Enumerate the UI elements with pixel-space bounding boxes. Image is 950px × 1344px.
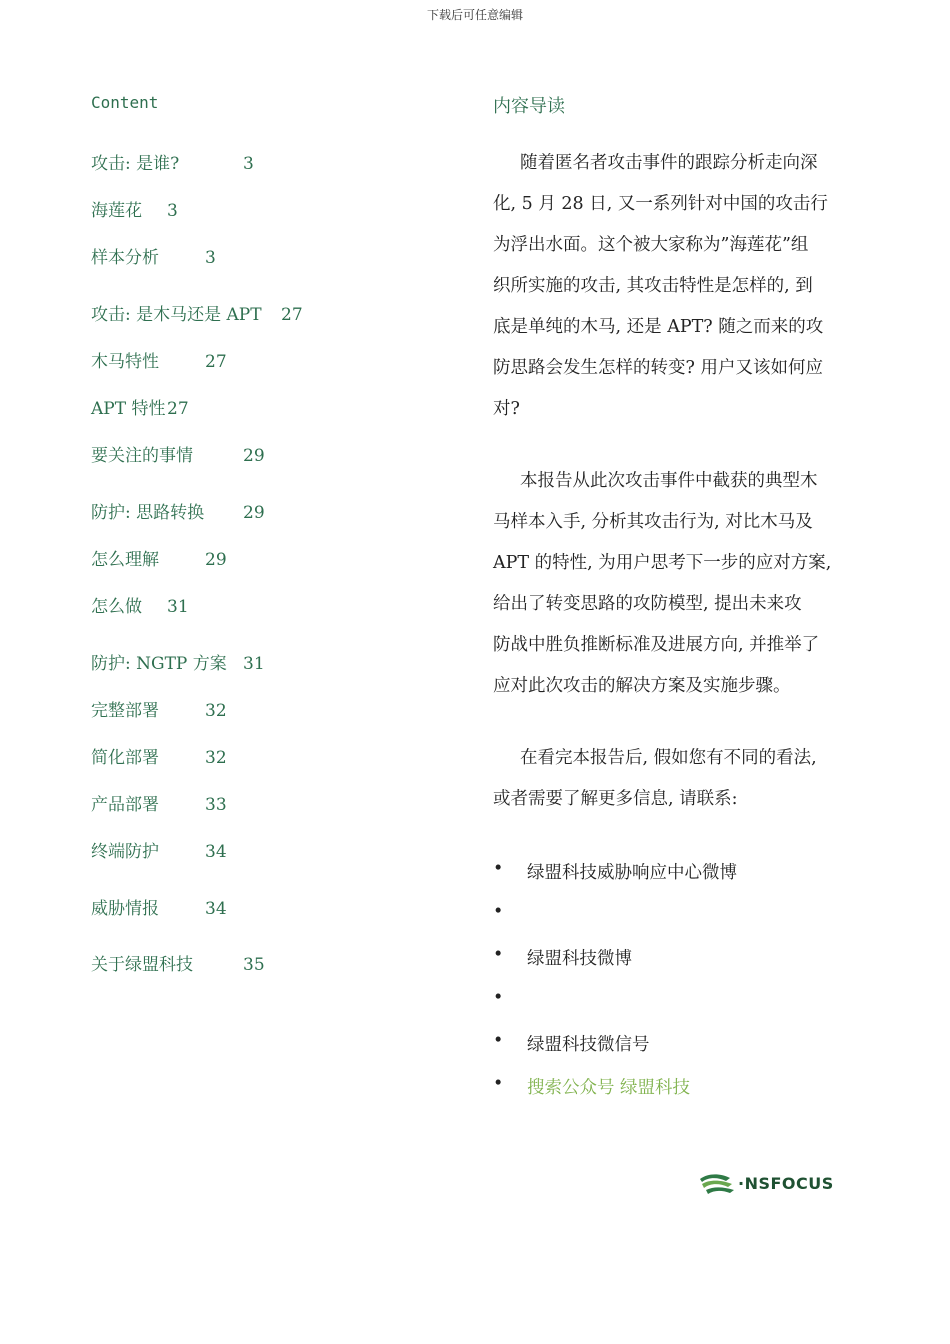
contact-item-text: 绿盟科技微信号 <box>527 1035 650 1055</box>
toc-entry-page: 3 <box>205 248 216 268</box>
toc-entry-label: 防护: 思路转换 <box>91 503 205 523</box>
toc-entry[interactable] <box>91 596 189 618</box>
toc-entry[interactable] <box>91 445 265 467</box>
paragraph-line: 防思路会发生怎样的转变? 用户又该如何应 <box>493 358 823 378</box>
nsfocus-logo <box>698 1171 848 1197</box>
toc-entry-label: 简化部署 <box>91 748 159 768</box>
paragraph-line: 对? <box>493 399 520 419</box>
bullet-icon: • <box>493 1074 504 1094</box>
contact-item-text: 搜索公众号 绿盟科技 <box>527 1078 691 1098</box>
toc-entry-page: 32 <box>205 701 227 721</box>
bullet-icon: • <box>493 1031 504 1051</box>
guide-paragraph-2 <box>493 461 873 707</box>
toc-entry-label: 要关注的事情 <box>91 446 193 466</box>
paragraph-line: 防战中胜负推断标准及进展方向, 并推举了 <box>493 635 820 655</box>
paragraph-line: 或者需要了解更多信息, 请联系: <box>493 789 738 809</box>
toc-entry[interactable] <box>91 398 189 420</box>
toc-entry[interactable] <box>91 247 216 269</box>
toc-entry-page: 29 <box>243 503 265 523</box>
toc-entry[interactable] <box>91 304 303 326</box>
paragraph-line: 化, 5 月 28 日, 又一系列针对中国的攻击行 <box>493 194 828 214</box>
paragraph-line: 给出了转变思路的攻防模型, 提出未来攻 <box>493 594 802 614</box>
toc-entry-page: 3 <box>167 201 178 221</box>
guide-paragraph-1 <box>493 143 873 430</box>
toc-entry-label: 样本分析 <box>91 248 159 268</box>
paragraph-line: 马样本入手, 分析其攻击行为, 对比木马及 <box>493 512 813 532</box>
toc-entry[interactable] <box>91 841 227 863</box>
nsfocus-logo-icon <box>698 1171 742 1197</box>
toc-entry[interactable] <box>91 700 227 722</box>
contact-item-text: 绿盟科技微博 <box>527 949 632 969</box>
paragraph-line: 在看完本报告后, 假如您有不同的看法, <box>520 748 817 768</box>
bullet-icon: • <box>493 988 504 1008</box>
bullet-icon: • <box>493 902 504 922</box>
toc-entry[interactable] <box>91 549 227 571</box>
contact-item-text: 绿盟科技威胁响应中心微博 <box>527 863 737 883</box>
logo-text: ·NSFOCUS <box>738 1174 834 1193</box>
toc-entry-page: 27 <box>281 305 303 325</box>
bullet-icon: • <box>493 945 504 965</box>
toc-entry-label: 攻击: 是谁? <box>91 154 180 174</box>
toc-entry-label: 怎么做 <box>91 597 142 617</box>
toc-entry-label: 怎么理解 <box>91 550 159 570</box>
toc-entry-page: 31 <box>243 654 265 674</box>
toc-entry-page: 3 <box>243 154 254 174</box>
toc-entry[interactable] <box>91 351 227 373</box>
toc-entry-page: 35 <box>243 955 265 975</box>
toc-entry[interactable] <box>91 153 254 175</box>
toc-entry[interactable] <box>91 794 227 816</box>
toc-entry-page: 29 <box>205 550 227 570</box>
paragraph-line: 底是单纯的木马, 还是 APT? 随之而来的攻 <box>493 317 824 337</box>
toc-entry-label: 终端防护 <box>91 842 159 862</box>
toc-entry-label: 防护: NGTP 方案 <box>91 654 227 674</box>
toc-entry-page: 27 <box>167 399 189 419</box>
toc-entry[interactable] <box>91 954 265 976</box>
toc-entry-label: 威胁情报 <box>91 899 159 919</box>
paragraph-line: 随着匿名者攻击事件的跟踪分析走向深 <box>520 153 818 173</box>
toc-entry-page: 34 <box>205 842 227 862</box>
paragraph-line: APT 的特性, 为用户思考下一步的应对方案, <box>493 553 832 573</box>
toc-entry[interactable] <box>91 747 227 769</box>
toc-entry-label: 关于绿盟科技 <box>91 955 193 975</box>
paragraph-line: 为浮出水面。这个被大家称为”海莲花”组 <box>493 235 809 255</box>
page-header: 下载后可任意编辑 <box>426 8 523 22</box>
toc-title: Content <box>91 93 159 112</box>
toc-entry[interactable] <box>91 502 265 524</box>
paragraph-line: 应对此次攻击的解决方案及实施步骤。 <box>493 676 791 696</box>
toc-entry-page: 29 <box>243 446 265 466</box>
toc-entry-label: 海莲花 <box>91 201 142 221</box>
guide-paragraph-3 <box>493 738 873 820</box>
toc-entry-page: 27 <box>205 352 227 372</box>
bullet-icon: • <box>493 859 504 879</box>
toc-entry-page: 31 <box>167 597 189 617</box>
toc-entry-page: 32 <box>205 748 227 768</box>
toc-entry-label: 木马特性 <box>91 352 159 372</box>
paragraph-line: 织所实施的攻击, 其攻击特性是怎样的, 到 <box>493 276 813 296</box>
toc-entry-label: 完整部署 <box>91 701 159 721</box>
paragraph-line: 本报告从此次攻击事件中截获的典型木 <box>520 471 818 491</box>
toc-entry[interactable] <box>91 200 178 222</box>
toc-entry-label: 攻击: 是木马还是 APT <box>91 305 262 325</box>
toc-entry-label: APT 特性 <box>91 399 166 419</box>
guide-title: 内容导读 <box>493 96 565 117</box>
toc-entry[interactable] <box>91 898 227 920</box>
toc-entry[interactable] <box>91 653 265 675</box>
toc-entry-page: 34 <box>205 899 227 919</box>
toc-entry-label: 产品部署 <box>91 795 159 815</box>
toc-entry-page: 33 <box>205 795 227 815</box>
